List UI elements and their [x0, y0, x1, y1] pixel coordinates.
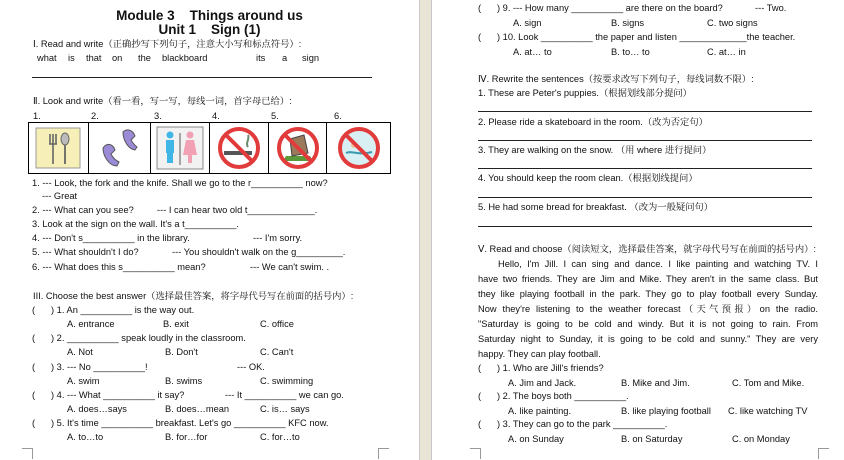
answer-bracket: (	[32, 389, 36, 400]
look-and-write-line: 2. --- What can you see?	[32, 205, 134, 215]
answer-bracket: (	[478, 391, 482, 402]
look-and-write-line: 1. --- Look, the fork and the knife. Shall we go to the r__________ now?	[32, 178, 328, 188]
option-c: C. on Monday	[732, 434, 790, 445]
option-a: A. swim	[67, 375, 100, 386]
page-gap	[419, 0, 432, 460]
passage-line: they like playing football in the park. They go to play football every Sunday.	[478, 289, 818, 299]
passage-line: happy. They can play football.	[478, 349, 601, 359]
question-text: ) 10. Look __________ the paper and listen _____________the teacher.	[497, 32, 796, 42]
option-a: A. sign	[513, 18, 542, 28]
passage-line: Now they're listening to the weather forecast（天气预报）on the radio.	[478, 304, 818, 314]
picture-table	[28, 122, 391, 174]
look-and-write-line: 4. --- Don't s__________ in the library.	[32, 233, 190, 243]
passage-line: have two friends. They are Jim and Mike. They aren't in the same class. But	[478, 274, 818, 284]
answer-line[interactable]	[478, 168, 812, 169]
picture-number: 5.	[271, 111, 279, 121]
option-c: C. office	[260, 319, 294, 329]
answer-bracket: (	[32, 361, 36, 372]
passage-line: Saturday night to Sunday, it is going to be cold and sunny." They are very	[478, 334, 818, 344]
page-corner-mark	[22, 448, 33, 459]
no-swimming-icon	[327, 123, 390, 173]
rewrite-item: 4. You should keep the room clean.（根据划线提问）	[478, 173, 698, 183]
scrambled-word: is	[68, 53, 75, 63]
fork-and-spoon-icon	[29, 123, 89, 173]
option-b: B. like playing football	[621, 406, 711, 417]
option-c: C. like watching TV	[728, 406, 808, 417]
option-c: C. at… in	[707, 47, 746, 57]
answer-bracket: (	[478, 419, 482, 430]
section-1-heading: Ⅰ. Read and write（正确抄写下列句子，注意大小写和标点符号）:	[33, 39, 302, 49]
toilet-sign-icon	[151, 123, 210, 173]
look-and-write-line: 3. Look at the sign on the wall. It's a t__________.	[32, 219, 239, 229]
answer-line[interactable]	[478, 226, 812, 227]
section-3-heading: III. Choose the best answer（选择最佳答案，将字母代号写在前面的括号内）:	[33, 291, 354, 301]
question-text: ) 3. --- No __________!	[51, 361, 148, 372]
answer-line[interactable]	[478, 140, 812, 141]
answer-line[interactable]	[32, 77, 372, 78]
answer-line[interactable]	[478, 111, 812, 112]
question-text: ) 2. __________ speak loudly in the classroom.	[51, 333, 246, 344]
scrambled-word: blackboard	[162, 53, 208, 63]
answer-line[interactable]	[478, 197, 812, 198]
option-b: B. Don't	[165, 347, 198, 358]
look-and-write-line: 5. --- What shouldn't I do?	[32, 247, 139, 257]
section-2-heading: Ⅱ. Look and write（看一看，写一写，每线一词，首字母已给）:	[33, 96, 292, 106]
no-walking-on-grass-icon	[269, 123, 328, 173]
option-c: C. for…to	[260, 432, 300, 443]
scrambled-word: what	[37, 53, 57, 63]
option-c: C. Can't	[260, 347, 294, 358]
question-text: ) 2. The boys both __________.	[497, 391, 629, 402]
option-c: C. Tom and Mike.	[732, 378, 805, 388]
scrambled-word: its	[256, 53, 266, 63]
option-a: A. Not	[67, 347, 93, 358]
option-b: B. on Saturday	[621, 434, 683, 445]
rewrite-item: 5. He had some bread for breakfast. （改为一般疑问句）	[478, 202, 714, 212]
question-text: ) 3. They can go to the park __________.	[497, 419, 668, 430]
picture-number: 2.	[91, 111, 99, 121]
question-text: ) 1. An __________ is the way out.	[51, 305, 195, 315]
answer-bracket: (	[32, 305, 36, 315]
passage-line: "Saturday is going to be cold and windy. But it is not going to rain. From	[478, 319, 818, 329]
answer-bracket: (	[478, 32, 482, 42]
scrambled-word: the	[138, 53, 151, 63]
question-reply: --- It __________ we can go.	[225, 389, 344, 400]
answer-bracket: (	[478, 3, 482, 13]
page-subtitle: Unit 1 Sign (1)	[158, 22, 261, 37]
answer-bracket: (	[32, 418, 36, 429]
question-text: ) 1. Who are Jill's friends?	[497, 363, 604, 373]
section-4-heading: Ⅳ. Rewrite the sentences（按要求改写下列句子，每线词数不限）:	[478, 74, 754, 84]
question-text: ) 4. --- What __________ it say?	[51, 389, 185, 400]
option-b: B. to… to	[611, 47, 650, 57]
question-text: ) 5. It's time __________ breakfast. Let's go __________ KFC now.	[51, 418, 329, 429]
look-and-write-line: --- We can't swim. .	[250, 262, 330, 272]
rewrite-item: 3. They are walking on the snow. （用 where 进行提问）	[478, 145, 712, 155]
scrambled-word: on	[112, 53, 123, 63]
option-a: A. Jim and Jack.	[508, 378, 577, 388]
page-corner-mark	[818, 448, 829, 459]
passage-line: Hello, I'm Jill. I can sing and dance. I like painting and watching TV. I	[498, 259, 818, 269]
option-b: B. Mike and Jim.	[621, 378, 690, 388]
option-a: A. does…says	[67, 403, 127, 414]
option-b: B. exit	[163, 319, 189, 329]
look-and-write-line: --- Great	[42, 191, 78, 201]
look-and-write-line: --- I can hear two old t_____________.	[157, 205, 318, 215]
scrambled-word: sign	[302, 53, 320, 63]
picture-number: 1.	[33, 111, 41, 121]
option-a: A. entrance	[67, 319, 115, 329]
option-b: B. does…mean	[165, 403, 230, 414]
look-and-write-line: 6. --- What does this s__________ mean?	[32, 262, 206, 272]
option-a: A. to…to	[67, 432, 104, 443]
option-c: C. swimming	[260, 375, 314, 386]
rewrite-item: 1. These are Peter's puppies.（根据划线部分提问）	[478, 88, 692, 98]
answer-bracket: (	[478, 363, 482, 373]
option-c: C. is… says	[260, 403, 310, 414]
option-b: B. signs	[611, 18, 645, 28]
look-and-write-line: --- I'm sorry.	[253, 233, 303, 243]
answer-bracket: (	[32, 333, 36, 344]
section-5-heading: Ⅴ. Read and choose（阅读短文，选择最佳答案，就字母代号写在前面的括号内）:	[478, 244, 817, 254]
right-page	[432, 0, 844, 460]
picture-number: 4.	[212, 111, 220, 121]
option-c: C. two signs	[707, 18, 758, 28]
option-a: A. like painting.	[508, 406, 572, 417]
rewrite-item: 2. Please ride a skateboard in the room.（改为否定句）	[478, 117, 708, 127]
telephone-icon	[89, 123, 152, 173]
question-reply: --- OK.	[237, 361, 265, 372]
question-reply: --- Two.	[755, 3, 787, 13]
page-corner-mark	[470, 448, 481, 459]
option-a: A. on Sunday	[508, 434, 564, 445]
option-b: B. swims	[165, 375, 203, 386]
look-and-write-line: --- You shouldn't walk on the g_________.	[172, 247, 346, 257]
scrambled-word: that	[86, 53, 102, 63]
question-text: ) 9. --- How many __________ are there on the board?	[497, 3, 723, 13]
no-smoking-icon	[210, 123, 269, 173]
scrambled-word: a	[282, 53, 288, 63]
page-corner-mark	[378, 448, 389, 459]
picture-number: 3.	[154, 111, 162, 121]
picture-number: 6.	[334, 111, 342, 121]
page-title: Module 3 Things around us	[116, 8, 303, 23]
option-a: A. at… to	[513, 47, 552, 57]
option-b: B. for…for	[165, 432, 208, 443]
